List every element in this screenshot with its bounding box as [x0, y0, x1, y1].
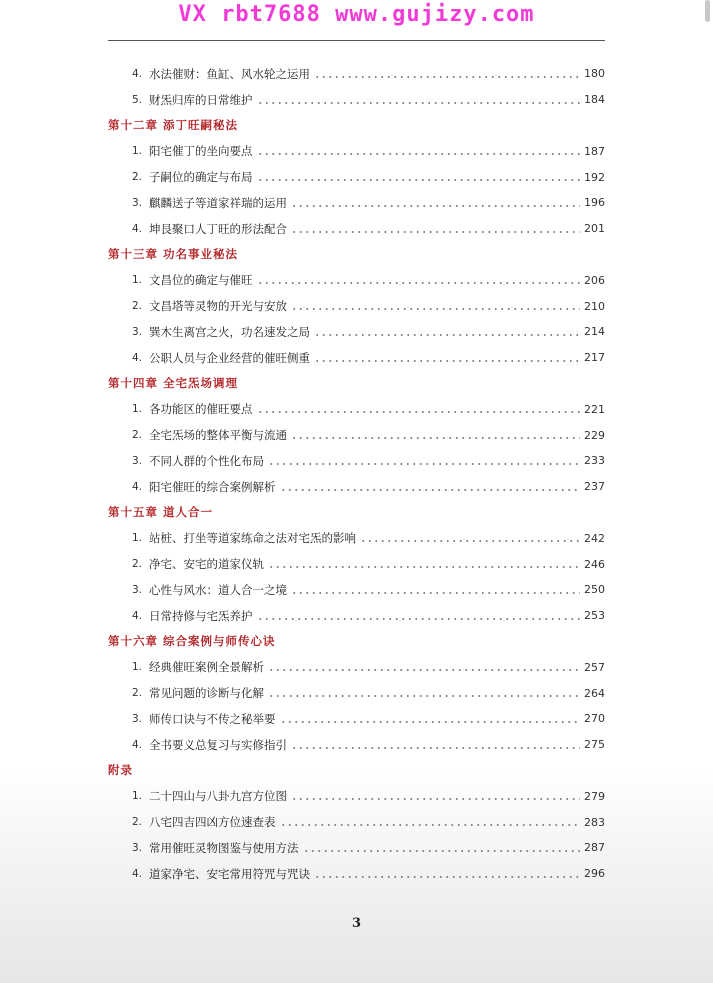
- entry-number: 4.: [132, 738, 143, 751]
- dot-leader: [280, 721, 581, 723]
- entry-title: 净宅、安宅的道家仪轨: [149, 557, 264, 572]
- entry-number: 4.: [132, 67, 143, 80]
- entry-page-number: 275: [584, 738, 605, 752]
- entry-title: 全宅炁场的整体平衡与流通: [149, 428, 287, 443]
- dot-leader: [314, 876, 580, 878]
- dot-leader: [268, 463, 580, 465]
- entry-number: 2.: [132, 558, 143, 571]
- entry-number: 3.: [132, 196, 143, 209]
- toc-entry[interactable]: [108, 861, 605, 887]
- entry-number: 1.: [132, 403, 143, 416]
- entry-page-number: 257: [584, 660, 605, 674]
- entry-number: 5.: [132, 93, 143, 106]
- toc-entry[interactable]: [108, 680, 605, 706]
- entry-number: 4.: [132, 480, 143, 493]
- entry-title: 不同人群的个性化布局: [149, 453, 264, 468]
- entry-number: 1.: [132, 532, 143, 545]
- entry-title: 常见问题的诊断与化解: [149, 686, 264, 701]
- dot-leader: [291, 592, 580, 594]
- entry-page-number: 217: [584, 351, 605, 365]
- dot-leader: [268, 669, 580, 671]
- toc-entry[interactable]: [108, 396, 605, 422]
- toc-entry[interactable]: [108, 809, 605, 835]
- entry-title: 师传口诀与不传之秘举要: [149, 711, 276, 726]
- entry-number: 2.: [132, 816, 143, 828]
- toc-chapter-heading[interactable]: [108, 371, 605, 397]
- dot-leader: [280, 824, 581, 826]
- entry-title: 常用催旺灵物图鉴与使用方法: [149, 840, 299, 855]
- entry-number: 3.: [132, 712, 143, 725]
- entry-number: 3.: [132, 583, 143, 596]
- entry-number: 3.: [132, 841, 143, 854]
- entry-title: 各功能区的催旺要点: [149, 402, 253, 417]
- toc-entry[interactable]: [108, 732, 605, 758]
- entry-number: 4.: [132, 867, 143, 880]
- toc-entry[interactable]: [108, 216, 605, 242]
- entry-title: 经典催旺案例全景解析: [149, 660, 264, 675]
- entry-page-number: 296: [584, 867, 605, 881]
- entry-page-number: 279: [584, 789, 605, 803]
- dot-leader: [257, 153, 581, 155]
- toc-entry[interactable]: [108, 190, 605, 216]
- entry-title: 全书要义总复习与实修指引: [149, 737, 287, 752]
- chapter-title: 第十六章 综合案例与师传心诀: [108, 634, 276, 649]
- dot-leader: [291, 308, 580, 310]
- entry-number: 4.: [132, 351, 143, 364]
- entry-number: 4.: [132, 609, 143, 622]
- toc-entry[interactable]: [108, 293, 605, 319]
- dot-leader: [314, 76, 580, 78]
- dot-leader: [257, 102, 581, 104]
- entry-page-number: 264: [584, 686, 605, 700]
- toc-entry[interactable]: [108, 87, 605, 113]
- entry-page-number: 242: [584, 531, 605, 545]
- dot-leader: [280, 489, 581, 491]
- entry-page-number: 287: [584, 841, 605, 855]
- toc-entry[interactable]: [108, 835, 605, 861]
- toc-entry[interactable]: [108, 345, 605, 371]
- entry-number: 2.: [132, 171, 143, 184]
- toc-entry[interactable]: [108, 138, 605, 164]
- chapter-title: 附录: [108, 763, 133, 778]
- entry-title: 心性与风水：道人合一之境: [149, 582, 287, 597]
- dot-leader: [257, 618, 581, 620]
- entry-page-number: 246: [584, 557, 605, 571]
- dot-leader: [268, 566, 580, 568]
- toc-entry[interactable]: [108, 422, 605, 448]
- entry-page-number: 192: [584, 170, 605, 184]
- dot-leader: [291, 437, 580, 439]
- chapter-title: 第十五章 道人合一: [108, 505, 214, 520]
- entry-title: 公职人员与企业经营的催旺侧重: [149, 350, 310, 365]
- scrollbar-thumb[interactable]: [705, 0, 710, 22]
- entry-page-number: 283: [584, 815, 605, 829]
- dot-leader: [257, 179, 581, 181]
- toc-entry[interactable]: [108, 474, 605, 500]
- entry-page-number: 250: [584, 583, 605, 597]
- entry-title: 财炁归库的日常维护: [149, 92, 253, 107]
- entry-number: 1.: [132, 790, 143, 803]
- toc-entry[interactable]: [108, 603, 605, 629]
- entry-number: 1.: [132, 274, 143, 287]
- dot-leader: [360, 540, 580, 542]
- dot-leader: [314, 360, 580, 362]
- entry-title: 二十四山与八卦九宫方位图: [149, 789, 287, 804]
- dot-leader: [291, 747, 580, 749]
- table-of-contents: [108, 61, 605, 887]
- entry-title: 阳宅催旺的综合案例解析: [149, 479, 276, 494]
- toc-entry[interactable]: [108, 525, 605, 551]
- toc-entry[interactable]: [108, 319, 605, 345]
- toc-chapter-heading[interactable]: [108, 629, 605, 655]
- page-number: 3: [351, 916, 362, 931]
- entry-number: 3.: [132, 325, 143, 338]
- entry-page-number: 196: [584, 196, 605, 210]
- entry-page-number: 210: [584, 299, 605, 313]
- chapter-title: 第十三章 功名事业秘法: [108, 247, 239, 262]
- entry-title: 麒麟送子等道家祥瑞的运用: [149, 195, 287, 210]
- entry-number: 2.: [132, 300, 143, 313]
- entry-page-number: 253: [584, 609, 605, 623]
- dot-leader: [268, 695, 580, 697]
- toc-chapter-heading[interactable]: [108, 242, 605, 268]
- toc-chapter-heading[interactable]: [108, 113, 605, 139]
- entry-title: 坤艮聚口人丁旺的形法配合: [149, 221, 287, 236]
- entry-page-number: 206: [584, 273, 605, 287]
- toc-entry[interactable]: [108, 551, 605, 577]
- toc-entry[interactable]: [108, 164, 605, 190]
- toc-entry[interactable]: [108, 448, 605, 474]
- toc-entry[interactable]: [108, 61, 605, 87]
- entry-title: 巽木生离宫之火，功名速发之局: [149, 324, 310, 339]
- toc-entry[interactable]: [108, 654, 605, 680]
- entry-page-number: 184: [584, 93, 605, 107]
- entry-title: 文昌塔等灵物的开光与安放: [149, 299, 287, 314]
- chapter-title: 第十二章 添丁旺嗣秘法: [108, 118, 239, 133]
- dot-leader: [291, 231, 580, 233]
- entry-number: 2.: [132, 687, 143, 700]
- dot-leader: [303, 850, 581, 852]
- entry-number: 4.: [132, 222, 143, 235]
- entry-number: 1.: [132, 661, 143, 674]
- entry-title: 日常持修与宅炁养护: [149, 608, 253, 623]
- entry-title: 阳宅催丁的坐向要点: [149, 144, 253, 159]
- entry-number: 2.: [132, 429, 143, 442]
- entry-page-number: 180: [584, 67, 605, 81]
- entry-title: 文昌位的确定与催旺: [149, 273, 253, 288]
- entry-page-number: 201: [584, 222, 605, 236]
- dot-leader: [314, 334, 580, 336]
- chapter-title: 第十四章 全宅炁场调理: [108, 376, 239, 391]
- entry-number: 3.: [132, 454, 143, 467]
- entry-page-number: 233: [584, 454, 605, 468]
- toc-chapter-heading[interactable]: [108, 758, 605, 784]
- toc-entry[interactable]: [108, 577, 605, 603]
- header-rule: [108, 40, 605, 41]
- entry-page-number: 237: [584, 480, 605, 494]
- entry-page-number: 214: [584, 325, 605, 339]
- dot-leader: [291, 205, 580, 207]
- entry-page-number: 221: [584, 402, 605, 416]
- toc-entry[interactable]: [108, 706, 605, 732]
- entry-title: 子嗣位的确定与布局: [149, 170, 253, 185]
- dot-leader: [291, 798, 580, 800]
- entry-title: 站桩、打坐等道家练命之法对宅炁的影响: [149, 531, 356, 546]
- entry-page-number: 187: [584, 144, 605, 158]
- entry-title: 八宅四吉四凶方位速查表: [149, 815, 276, 829]
- entry-page-number: 270: [584, 712, 605, 726]
- entry-title: 水法催财：鱼缸、风水轮之运用: [149, 66, 310, 81]
- toc-chapter-heading[interactable]: [108, 500, 605, 526]
- entry-number: 1.: [132, 145, 143, 158]
- toc-entry[interactable]: [108, 267, 605, 293]
- dot-leader: [257, 411, 581, 413]
- entry-title: 道家净宅、安宅常用符咒与咒诀: [149, 866, 310, 881]
- toc-entry[interactable]: [108, 783, 605, 809]
- dot-leader: [257, 282, 581, 284]
- entry-page-number: 229: [584, 428, 605, 442]
- watermark-text: VX rbt7688 www.gujizy.com: [178, 2, 535, 27]
